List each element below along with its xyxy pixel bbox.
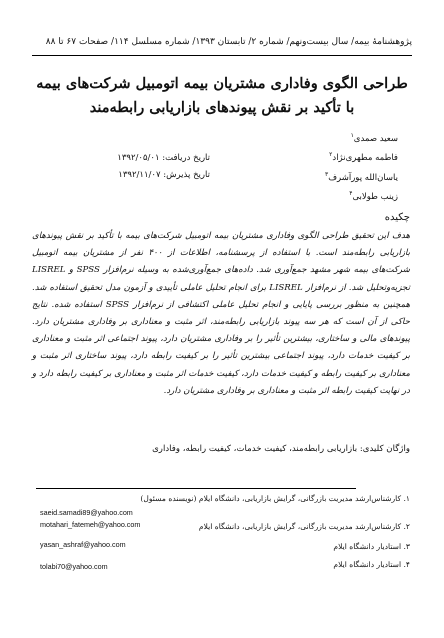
footnote: ۲. کارشناس‌ارشد مدیریت بازرگانی، گرایش بازاریابی، دانشگاه ایلام (198, 522, 410, 531)
accepted-date: تاریخ پذیرش: ۱۳۹۲/۱۱/۰۷ (118, 170, 210, 180)
running-header: پژوهشنامهٔ بیمه/ سال بیست‌ونهم/ شماره ۲/ تابستان ۱۳۹۳/ شماره مسلسل ۱۱۴/ صفحات ۶۷ تا ۸۸ (45, 37, 412, 47)
abstract-heading: چکیده (384, 212, 410, 223)
article-dates (60, 150, 210, 184)
author-email[interactable]: saeid.samadi89@yahoo.com (40, 508, 133, 517)
author-name: فاطمه مطهری‌نژاد$^۲$ (329, 151, 398, 164)
author-name: یاسان‌الله پورآشرف$^۳$ (324, 170, 398, 183)
article-title: طراحی الگوی وفاداری مشتریان بیمه اتومبیل شرکت‌های بیمه با تأکید بر نقش پیوندهای بازاریابی رابطه‌مند (36, 75, 408, 116)
author-name: زینب طولابی$^۴$ (349, 189, 398, 202)
abstract-body: هدف این تحقیق طراحی الگوی وفاداری مشتریان بیمه اتومبیل شرکت‌های بیمه با تأکید بر نقش پیوندهای بازاریابی رابطه‌مند است. با استفاده از پرسشنامه، اطلاعات از ۴۰۰ نفر از مشتریان بیمه اتومبیل شرکت‌های بیمه شهر مشهد جمع‌آوری شد. داده‌های جمع‌آوری‌شده به وسیله نرم‌افزار SPSS و LISREL تجزیه‌وتحلیل شد. از نرم‌افزار LISREL برای انجام تحلیل عاملی تأییدی و آزمون مدل تحقیق استفاده شد. همچنین به منظور بررسی پایایی و انجام تحلیل عاملی اکتشافی از نرم‌افزار SPSS استفاده شده. نتایج حاکی از آن است که هر سه پیوند بازاریابی رابطه‌مند، اثر مثبت و معناداری بر وفاداری مشتریان دارد. پیوندهای مالی و ساختاری، بیشترین تأثیر را بر وفاداری مشتریان دارد، پیوند اجتماعی اثر مثبت و معناداری بر کیفیت خدمات دارد، پیوند اجتماعی بیشترین تأثیر را بر کیفیت رابطه دارد، پیوند ساختاری اثر مثبت و معناداری بر کیفیت رابطه و کیفیت خدمات دارد، کیفیت خدمات اثر مثبت و معناداری بر کیفیت رابطه دارد و در نهایت کیفیت رابطه اثر مثبت و معناداری بر وفاداری مشتریان دارد. (32, 231, 410, 396)
keywords: واژگان کلیدی: بازاریابی رابطه‌مند، کیفیت خدمات، کیفیت رابطه، وفاداری (152, 444, 410, 454)
received-date: تاریخ دریافت: ۱۳۹۲/۰۵/۰۱ (117, 153, 210, 163)
footnote-rule (36, 488, 356, 489)
footnote: ۳. استادیار دانشگاه ایلام (333, 542, 410, 551)
author-email[interactable]: tolabi70@yahoo.com (40, 562, 108, 571)
footnote: ۴. استادیار دانشگاه ایلام (333, 560, 410, 569)
footnote: ۱. کارشناس‌ارشد مدیریت بازرگانی، گرایش بازاریابی، دانشگاه ایلام (نویسنده مسئول) (140, 494, 410, 503)
author-name: سعید صمدی$^۱$ (350, 132, 398, 144)
author-list (238, 128, 398, 205)
header-rule (32, 55, 412, 56)
author-email[interactable]: motahari_fatemeh@yahoo.com (40, 520, 141, 529)
author-email[interactable]: yasan_ashraf@yahoo.com (40, 540, 126, 549)
